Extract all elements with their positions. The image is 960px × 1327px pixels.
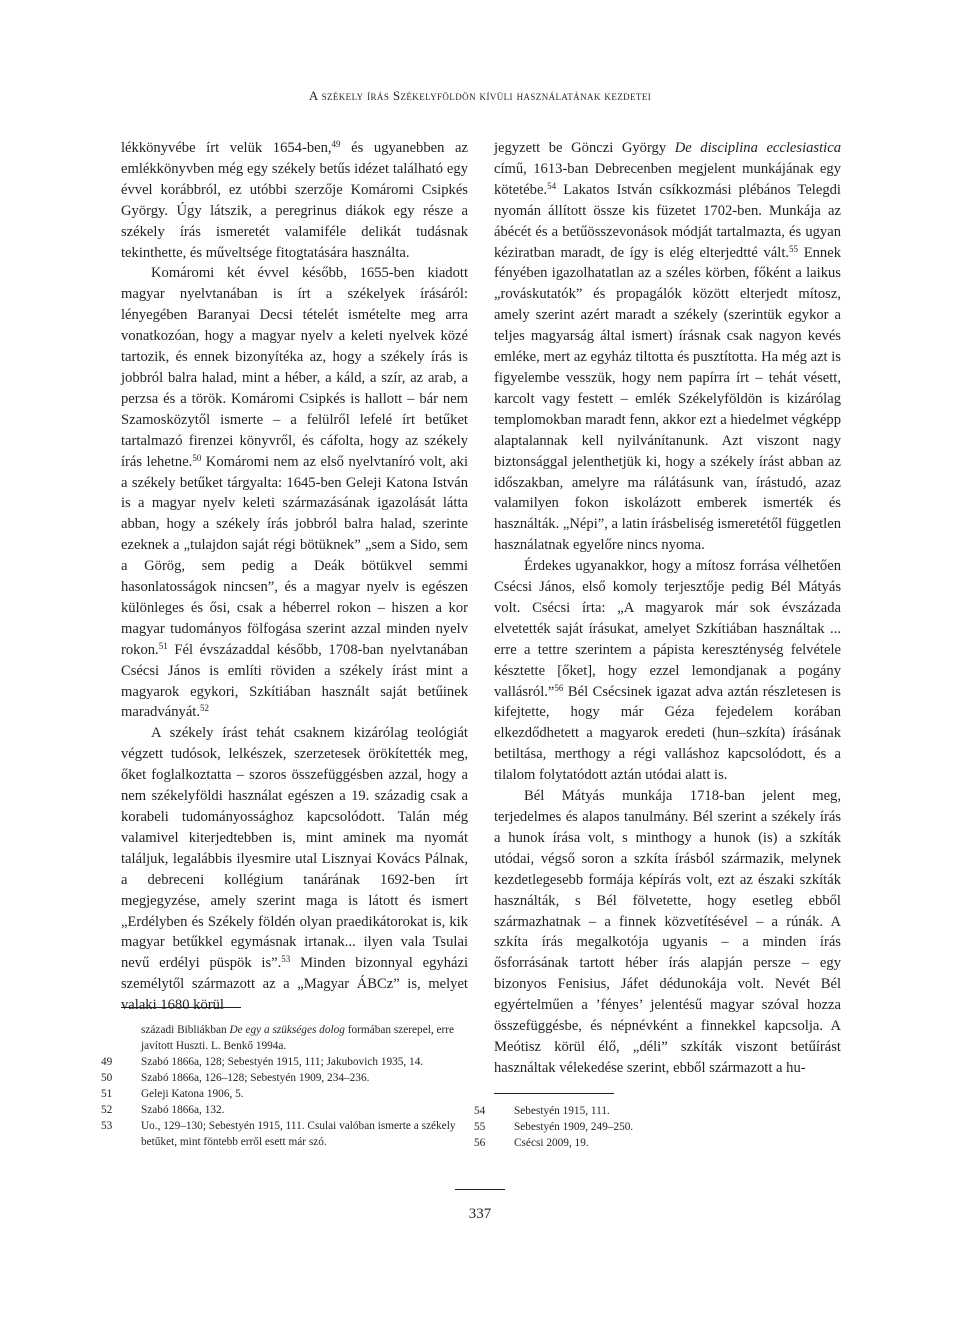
footnote: 53 Uo., 129–130; Sebestyén 1915, 111. Csulai valóban ismerte a székely betűket, mint föntebb erről esett már szó. (101, 1120, 456, 1148)
running-header: A székely írás Székelyföldön kívüli használatának kezdetei (308, 88, 652, 103)
footnote-continuation: századi Bibliákban De egy a szükséges dolog formában szerepel, erre javított Huszti. L. Benkő 1994a. (141, 1024, 455, 1052)
footnote: 51 Geleji Katona 1906, 5. (101, 1088, 244, 1100)
page-number: 337 (468, 1206, 492, 1222)
footnotes-left (101, 1022, 468, 1150)
book-title: De disciplina ecclesiastica (674, 140, 841, 156)
footnotes-right (474, 1103, 841, 1151)
footnote-ref[interactable]: 53 (281, 954, 291, 965)
paragraph: jegyzett be Gönczi György De disciplina ecclesiastica című, 1613-ban Debrecenben megjelent munkájának egy kötetébe.$^{54}$ Lakatos István csíkkozmási plébános Telegdi nyomán állított össze kis füzetet 1702-ben. Munkája az ábécét és a betűösszevonások módját tartalmazta, és ugyan kéziratban maradt, de így is elég elterjedtté vált.$^{55}$ Ennek fényében igazolhatatlan az a széles körben, főként a laikus „rováskutatók” és propagálók között elterjedt mítosz, amely szerint azért maradt a székely (szerintük egykor a teljes magyarság által ismert) írásnak csak nagyon kevés emléke, mert az egyház tiltotta és pusztította. Ha még azt is figyelembe vesszük, hogy nem papírra írt – tehát vésett, karcolt vagy festett – emlék Székelyföldön is kizárólag templomokban maradt fenn, akkor ezt a hiedelmet végképp alaptalannak kell nyilvánítanunk. Azt viszont nagy biztonsággal jelenthetjük ki, hogy a székely írást abban az időszakban, amelyre ma rálátásunk van, írástudó, azaz valamilyen fokon iskolázott emberek ismerték és használták. „Népi”, a latin írásbeliség ismeretétől független használatnak egyelőre nincs nyoma. (494, 140, 841, 554)
footnote-ref[interactable]: 50 (192, 452, 202, 463)
left-column (121, 138, 468, 1016)
footnote-ref[interactable]: 52 (200, 703, 210, 714)
footnote-divider (494, 1093, 614, 1094)
footnote: 55 Sebestyén 1909, 249–250. (474, 1121, 634, 1133)
footnote-ref[interactable]: 51 (158, 640, 168, 651)
footnote: 50 Szabó 1866a, 126–128; Sebestyén 1909, 234–236. (101, 1072, 370, 1084)
paragraph: Bél Mátyás munkája 1718-ban jelent meg, terjedelmes és alapos tanulmány. Bél szerint a székely írás a hunok írása volt, s minthogy a hunok (is) a szkíták utódai, végső soron a szkíta írásból származik, melynek kezdetlegesebb formája képírás volt, ezt az északi szkíták használták, s Bél fölvetette, hogy esetleg ebből származhatnak – a finnek közvetítésével – a rúnák. A szkíta írás megalkotója ugyanis – a minden írás ősforrásának tartott héber írás alapján persze – egy bizonyos Fenisius, Jáfet dédunokája volt. Nevét Bél egyértelműen a ’fényes’ jelentésű magyar szóval hozza összefüggésbe, és népnévként a finnekkel kapcsolja. A Meótisz körül élő, „déli” szkíták viszont betűírást használtak vélekedése szerint, ebből származott a hu- (494, 788, 841, 1076)
footnote-ref[interactable]: 56 (554, 682, 564, 693)
footnote: 54 Sebestyén 1915, 111. (474, 1105, 610, 1117)
footnote-ref[interactable]: 54 (547, 180, 557, 191)
page-number-rule (455, 1189, 505, 1190)
footnote: 52 Szabó 1866a, 132. (101, 1104, 225, 1116)
paragraph: Komáromi két évvel később, 1655-ben kiadott magyar nyelvtanában is írt a székelyek írásáról: lényegében Baranyai Decsi tételét ismételte meg arra vonatkozóan, hogy a magyar nyelv a keleti nyelvek közé tartozik, és ennek bizonyítéka az, hogy a székely írás is jobbról balra halad, mint a héber, a káld, a szír, az arab, a perzsa és a török. Komáromi Csipkés is hallott – bár nem Szamosközytől ismerte – a felülről lefelé írt betűket tartalmazó firenzei könyvről, és cáfolta, hogy az székely írás lehetne.$^{50}$ Komáromi nem az első nyelvtaníró volt, aki a székely betűket tárgyalta: 1645-ben Geleji Katona István is a magyar nyelv keleti származásának igazolását látta abban, hogy a székely írás jobbról balra halad, szerinte ezeknek a „tulajdon saját régi bötüknek” „sem a Sido, sem a Görög, sem pedig a Deák bötükvel semmi hasonlatosságok nincsen”, és a magyar nyelv is egészen különleges és ősi, csak a héberrel rokon – hiszen a kor magyar tudományos fölfogása szerint azzal minden nyelv rokon.$^{51}$ Fél évszázaddal később, 1708-ban nyelvtanában Csécsi János is említi röviden a székely írást mint a magyarok egykori, Szkítiában használt saját betűinek maradványát.$^{52}$ (121, 265, 469, 721)
paragraph: Érdekes ugyanakkor, hogy a mítosz forrása vélhetően Csécsi János, első komoly terjesztője pedig Bél Mátyás volt. Csécsi írta: „A magyarok már sok évszázada elvetették saját írásukat, amelyet Szkítiában használtak ... erre a tettre szerintem a pápista kereszténység felvételе késztette [őket], hogy ezzel lemondjanak a pogány vallásról.”$^{56}$ Bél Csécsinek igazat adva aztán részletesen is kifejtette, hogy már Géza fejedelem korában elkezdődhetett a magyarok eredeti (hun–szkíta) írásának betiltása, merthogy a régi valláshoz kapcsolódott, és a tilalom folytatódott aztán utódai alatt is. (494, 558, 841, 784)
paragraph: lékkönyvébe írt velük 1654-ben,$^{49}$ és ugyanebben az emlékkönyvben még egy székely betűs idézet található egy évvel korábbról, ez utóbbi szerzője Komáromi Csipkés György. Úgy látszik, a peregrinus diákok egy része a székely írás ismeretét valamiféle delikát tudásnak tekinthette, és műveltsége fitogtatására használta. (121, 139, 468, 261)
footnote: 56 Csécsi 2009, 19. (474, 1137, 589, 1149)
footnote-ref[interactable]: 49 (331, 139, 341, 149)
right-column (494, 138, 841, 1079)
footnote-divider (121, 1007, 241, 1008)
footnote-ref[interactable]: 55 (789, 243, 799, 254)
paragraph: A székely írást tehát csaknem kizárólag teológiát végzett tudósok, lelkészek, szerzetesek örökítették meg, őket foglalkoztatta – szoros összefüggésben azzal, hogy a nem székelyföldi használat egészen a 19. századig csak a korabeli tudományossághoz kapcsolódott. Talán még valamivel kiterjedtebben is, mint aminek ma nyomát találjuk, legalábbis ilyesmire utal Lisznyai Kovács Pálnak, a debreceni kollégium tanárának 1692-ben írt megjegyzése, amely szerint maga is látott és ismert „Erdélyben és Székely földén olyan praedikátorokat is, kik magyar betűkkel egymásnak irtanak... ilyen vala Tsulai nevű erdélyi püspök is”.$^{53}$ Minden bizonnyal egyházi személytől származott az a „Magyar ÁBCz” is, melyet valaki 1680 körül (121, 725, 468, 1014)
footnote: 49 Szabó 1866a, 128; Sebestyén 1915, 111; Jakubovich 1935, 14. (101, 1056, 424, 1068)
